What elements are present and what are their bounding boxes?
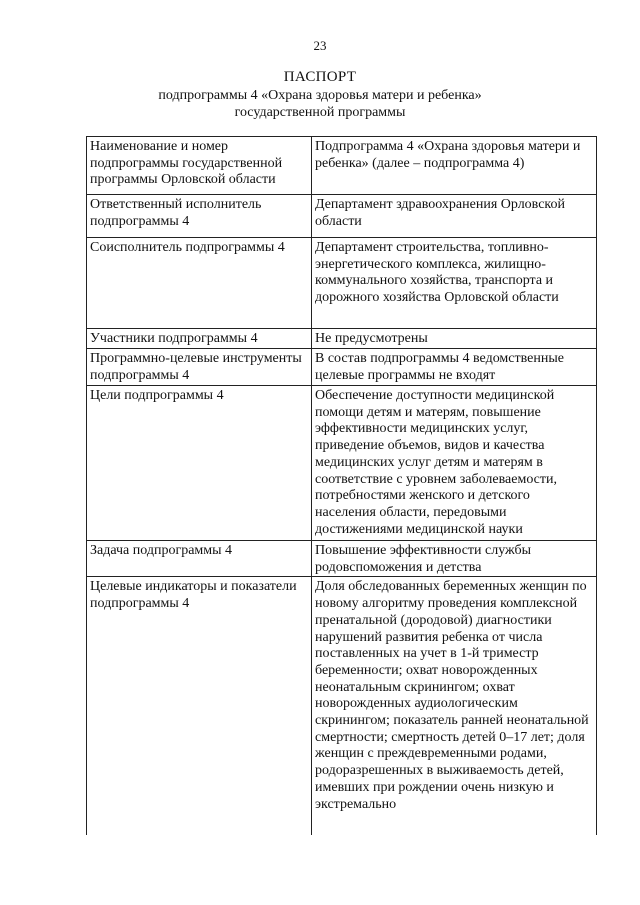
row-label: Соисполнитель подпрограммы 4 bbox=[87, 238, 312, 329]
table-row bbox=[87, 577, 597, 835]
document-header bbox=[0, 68, 640, 121]
row-label: Целевые индикаторы и показатели подпрограммы 4 bbox=[87, 577, 312, 835]
table-row bbox=[87, 137, 597, 195]
row-value: Подпрограмма 4 «Охрана здоровья матери и ребенка» (далее – подпрограмма 4) bbox=[312, 137, 597, 195]
row-value: Повышение эффективности службы родовспоможения и детства bbox=[312, 541, 597, 577]
row-label: Наименование и номер подпрограммы государственной программы Орловской области bbox=[87, 137, 312, 195]
table-row bbox=[87, 541, 597, 577]
passport-table bbox=[86, 136, 597, 835]
page-number: 23 bbox=[313, 38, 327, 53]
document-subtitle-line2: государственной программы bbox=[234, 105, 406, 120]
row-label: Ответственный исполнитель подпрограммы 4 bbox=[87, 195, 312, 238]
row-value: Департамент строительства, топливно-энергетического комплекса, жилищно-коммунального хозяйства, транспорта и дорожного хозяйства Орловской области bbox=[312, 238, 597, 329]
row-value: Департамент здравоохранения Орловской области bbox=[312, 195, 597, 238]
row-value: Доля обследованных беременных женщин по новому алгоритму проведения комплексной пренатальной (дородовой) диагностики нарушений развития ребенка от числа поставленных на учет в 1-й триместр беременности; охват новорожденных неонатальным скринингом; охват новорожденных аудиологическим скринингом; показатель ранней неонатальной смертности; смертность детей 0–17 лет; доля женщин с преждевременными родами, родоразрешенных в выживаемость детей, имевших при рождении очень низкую и экстремально bbox=[312, 577, 597, 835]
row-value: В состав подпрограммы 4 ведомственные целевые программы не входят bbox=[312, 349, 597, 386]
row-label: Цели подпрограммы 4 bbox=[87, 386, 312, 541]
table-row bbox=[87, 386, 597, 541]
table-row bbox=[87, 238, 597, 329]
row-label: Участники подпрограммы 4 bbox=[87, 329, 312, 349]
table-row bbox=[87, 349, 597, 386]
row-label: Программно-целевые инструменты подпрограммы 4 bbox=[87, 349, 312, 386]
row-value: Не предусмотрены bbox=[312, 329, 597, 349]
row-label: Задача подпрограммы 4 bbox=[87, 541, 312, 577]
table-row bbox=[87, 329, 597, 349]
document-title: ПАСПОРТ bbox=[283, 69, 357, 85]
row-value: Обеспечение доступности медицинской помощи детям и матерям, повышение эффективности медицинских услуг, приведение объемов, видов и качества медицинских услуг детям и матерям в соответствие с уровнем заболеваемости, потребностями женского и детского населения области, передовыми достижениями медицинской науки bbox=[312, 386, 597, 541]
table-row bbox=[87, 195, 597, 238]
document-subtitle-line1: подпрограммы 4 «Охрана здоровья матери и ребенка» bbox=[158, 88, 482, 103]
